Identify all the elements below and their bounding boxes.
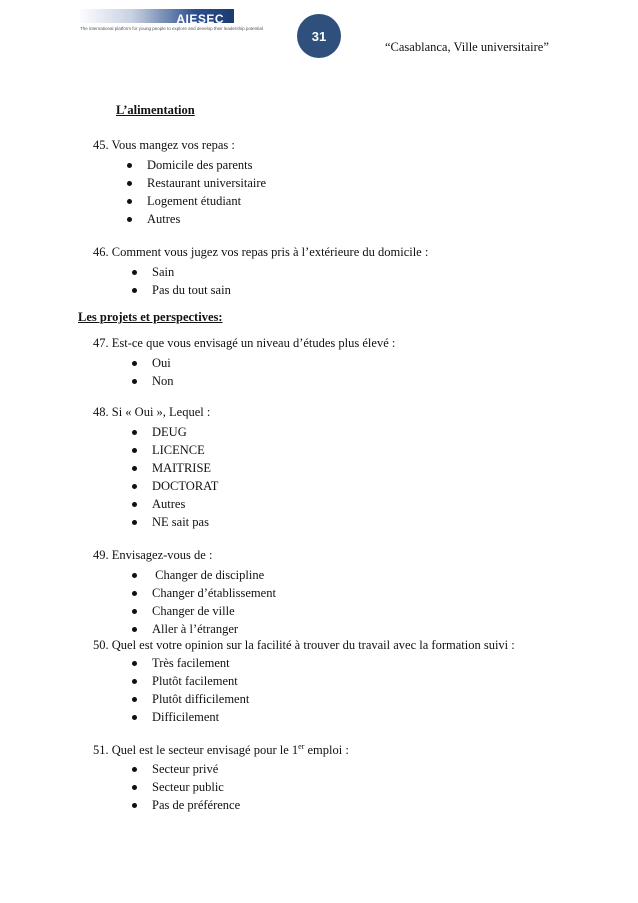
option-label: LICENCE [152, 443, 205, 457]
page-number-badge: 31 [297, 14, 341, 58]
option-label: Changer de ville [152, 604, 235, 618]
option-item[interactable] [130, 441, 218, 459]
bullet-icon [132, 715, 137, 720]
option-label: Sain [152, 265, 175, 279]
option-item[interactable] [130, 513, 218, 531]
option-label: Changer d’établissement [152, 586, 276, 600]
bullet-icon [132, 448, 137, 453]
bullet-icon [132, 430, 137, 435]
option-item[interactable] [130, 263, 231, 281]
question-46-options [130, 263, 231, 299]
logo-banner [78, 9, 234, 26]
bullet-icon [127, 199, 132, 204]
option-label: Restaurant universitaire [147, 176, 267, 190]
bullet-icon [132, 785, 137, 790]
question-51 [93, 743, 349, 758]
question-49: 49. Envisagez-vous de : [93, 548, 213, 562]
bullet-icon [132, 361, 137, 366]
option-label: Secteur public [152, 780, 224, 794]
option-item[interactable] [130, 620, 276, 638]
bullet-icon [132, 520, 137, 525]
option-item[interactable] [130, 281, 231, 299]
question-45: 45. Vous mangez vos repas : [93, 138, 235, 152]
bullet-icon [132, 697, 137, 702]
option-item[interactable] [130, 602, 276, 620]
bullet-icon [132, 288, 137, 293]
option-item[interactable] [130, 459, 218, 477]
bullet-icon [132, 379, 137, 384]
logo-text: AIESEC [176, 12, 224, 26]
question-50-options [130, 654, 249, 726]
question-45-options [125, 156, 266, 228]
aiesec-logo [78, 6, 263, 34]
bullet-icon [127, 217, 132, 222]
option-label: Très facilement [152, 656, 230, 670]
question-47-options [130, 354, 174, 390]
option-item[interactable] [130, 760, 240, 778]
option-item[interactable] [130, 423, 218, 441]
option-item[interactable] [130, 354, 174, 372]
question-51-superscript: er [298, 741, 305, 751]
option-item[interactable] [125, 210, 266, 228]
option-label: Plutôt difficilement [152, 692, 250, 706]
question-48-options [130, 423, 218, 531]
bullet-icon [132, 767, 137, 772]
option-item[interactable] [125, 192, 266, 210]
question-51-text-end: emploi : [304, 743, 349, 757]
bullet-icon [132, 627, 137, 632]
option-item[interactable] [130, 690, 249, 708]
logo-tagline: The international platform for young people to explore and develop their leadership potential [80, 26, 263, 31]
bullet-icon [127, 163, 132, 168]
option-item[interactable] [130, 708, 249, 726]
option-label: MAITRISE [152, 461, 212, 475]
option-label: Changer de discipline [152, 568, 265, 582]
option-item[interactable] [130, 372, 174, 390]
option-item[interactable] [130, 778, 240, 796]
option-label: Non [152, 374, 174, 388]
option-item[interactable] [125, 156, 266, 174]
option-label: Pas de préférence [152, 798, 241, 812]
option-label: Oui [152, 356, 171, 370]
option-label: DEUG [152, 425, 187, 439]
option-item[interactable] [130, 654, 249, 672]
option-label: Pas du tout sain [152, 283, 231, 297]
bullet-icon [132, 502, 137, 507]
option-label: Autres [152, 497, 186, 511]
bullet-icon [132, 591, 137, 596]
bullet-icon [132, 661, 137, 666]
option-label: Plutôt facilement [152, 674, 238, 688]
question-51-options [130, 760, 240, 814]
section-heading-projets: Les projets et perspectives: [78, 310, 223, 324]
document-title: “Casablanca, Ville universitaire” [385, 40, 549, 54]
option-label: Aller à l’étranger [152, 622, 239, 636]
option-label: Logement étudiant [147, 194, 242, 208]
option-label: DOCTORAT [152, 479, 219, 493]
bullet-icon [132, 270, 137, 275]
bullet-icon [132, 679, 137, 684]
bullet-icon [132, 466, 137, 471]
question-51-text: 51. Quel est le secteur envisagé pour le 1 [93, 743, 299, 757]
option-item[interactable] [130, 796, 240, 814]
option-item[interactable] [125, 174, 266, 192]
question-47: 47. Est-ce que vous envisagé un niveau d’études plus élevé : [93, 336, 396, 350]
bullet-icon [127, 181, 132, 186]
option-label: Autres [147, 212, 181, 226]
option-item[interactable] [130, 495, 218, 513]
question-50: 50. Quel est votre opinion sur la facilité à trouver du travail avec la formation suivi : [93, 638, 515, 652]
bullet-icon [132, 573, 137, 578]
option-label: Secteur privé [152, 762, 219, 776]
bullet-icon [132, 484, 137, 489]
bullet-icon [132, 803, 137, 808]
option-label: Domicile des parents [147, 158, 253, 172]
option-item[interactable] [130, 566, 276, 584]
option-item[interactable] [130, 584, 276, 602]
bullet-icon [132, 609, 137, 614]
option-label: NE sait pas [152, 515, 209, 529]
option-item[interactable] [130, 672, 249, 690]
question-46: 46. Comment vous jugez vos repas pris à l’extérieure du domicile : [93, 245, 429, 259]
question-49-options [130, 566, 276, 638]
option-label: Difficilement [152, 710, 220, 724]
option-item[interactable] [130, 477, 218, 495]
question-48: 48. Si « Oui », Lequel : [93, 405, 211, 419]
section-heading-alimentation: L’alimentation [116, 103, 195, 117]
